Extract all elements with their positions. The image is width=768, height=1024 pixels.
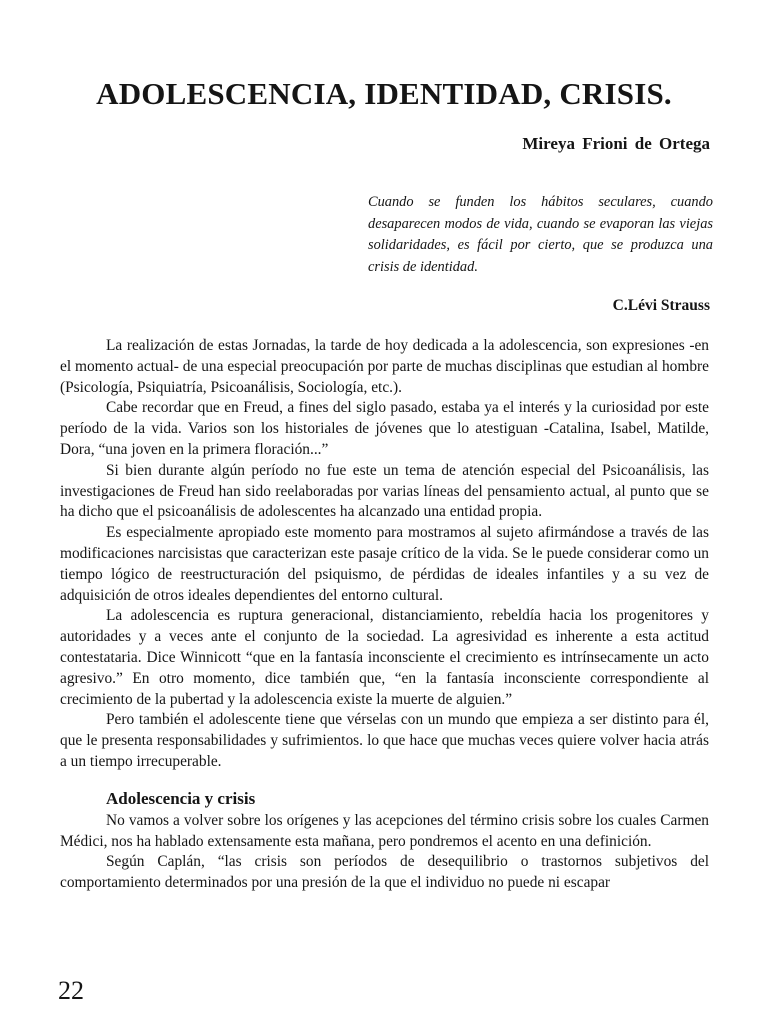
page-number: 22: [58, 976, 84, 1005]
body-paragraph: Si bien durante algún período no fue este un tema de atención especial del Psicoanálisis, las investigaciones de Freud han sido reelaboradas por varias líneas del pensamiento actual, al punto que se ha dicho que el psicoanálisis de adolescentes ha alcanzado una entidad propia.: [60, 461, 709, 521]
body-paragraph: Es especialmente apropiado este momento para mostramos al sujeto afirmándose a través de las modificaciones narcisistas que caracterizan este pasaje crítico de la vida. Se le puede considerar como un tiempo lógico de reestructuración del psiquismo, de pérdidas de ideales infantiles y a su vez de adquisición de otros ideales dependientes del entorno cultural.: [60, 524, 709, 604]
section-heading: Adolescencia y crisis: [106, 788, 256, 808]
epigraph-quote: Cuando se funden los hábitos seculares, cuando desaparecen modos de vida, cuando se evaporan las viejas solidaridades, es fácil por cierto, que se produzca una crisis de identidad.: [368, 194, 713, 275]
article-title: ADOLESCENCIA, IDENTIDAD, CRISIS.: [96, 76, 672, 111]
article-author: Mireya Frioni de Ortega: [522, 134, 710, 153]
article-body: [60, 336, 709, 894]
body-paragraph: La realización de estas Jornadas, la tarde de hoy dedicada a la adolescencia, son expresiones -en el momento actual- de una especial preocupación por parte de muchas disciplinas que estudian al hombre (Psicología, Psiquiatría, Psicoanálisis, Sociología, etc.).: [60, 337, 709, 396]
body-paragraph: Pero también el adolescente tiene que vérselas con un mundo que empieza a ser distinto para él, que le presenta responsabilidades y sufrimientos. lo que hace que muchas veces quiere volver hacia atrás a un tiempo irrecuperable.: [60, 711, 709, 770]
body-paragraph: La adolescencia es ruptura generacional, distanciamiento, rebeldía hacia los progenitores y autoridades y a veces ante el conjunto de la sociedad. La agresividad es inherente a esta actitud contestataria. Dice Winnicott “que en la fantasía inconsciente el crecimiento es intrínsecamente un acto agresivo.” En otro momento, dice también que, “en la fantasía inconsciente correspondiente al crecimiento de la pubertad y la adolescencia existe la muerte de alguien.”: [60, 607, 709, 708]
section-paragraph: No vamos a volver sobre los orígenes y las acepciones del término crisis sobre los cuales Carmen Médici, nos ha hablado extensamente esta mañana, pero pondremos el acento en una definición.: [60, 811, 709, 850]
section-paragraph: Según Caplán, “las crisis son períodos de desequilibrio o trastornos subjetivos del comportamiento determinados por una presión de la que el individuo no puede ni escapar: [60, 853, 709, 892]
body-paragraph: Cabe recordar que en Freud, a fines del siglo pasado, estaba ya el interés y la curiosidad por este período de la vida. Varios son los historiales de jóvenes que lo atestiguan -Catalina, Isabel, Matilde, Dora, “una joven en la primera floración...”: [60, 399, 709, 458]
epigraph-author: C.Lévi Strauss: [612, 297, 710, 314]
